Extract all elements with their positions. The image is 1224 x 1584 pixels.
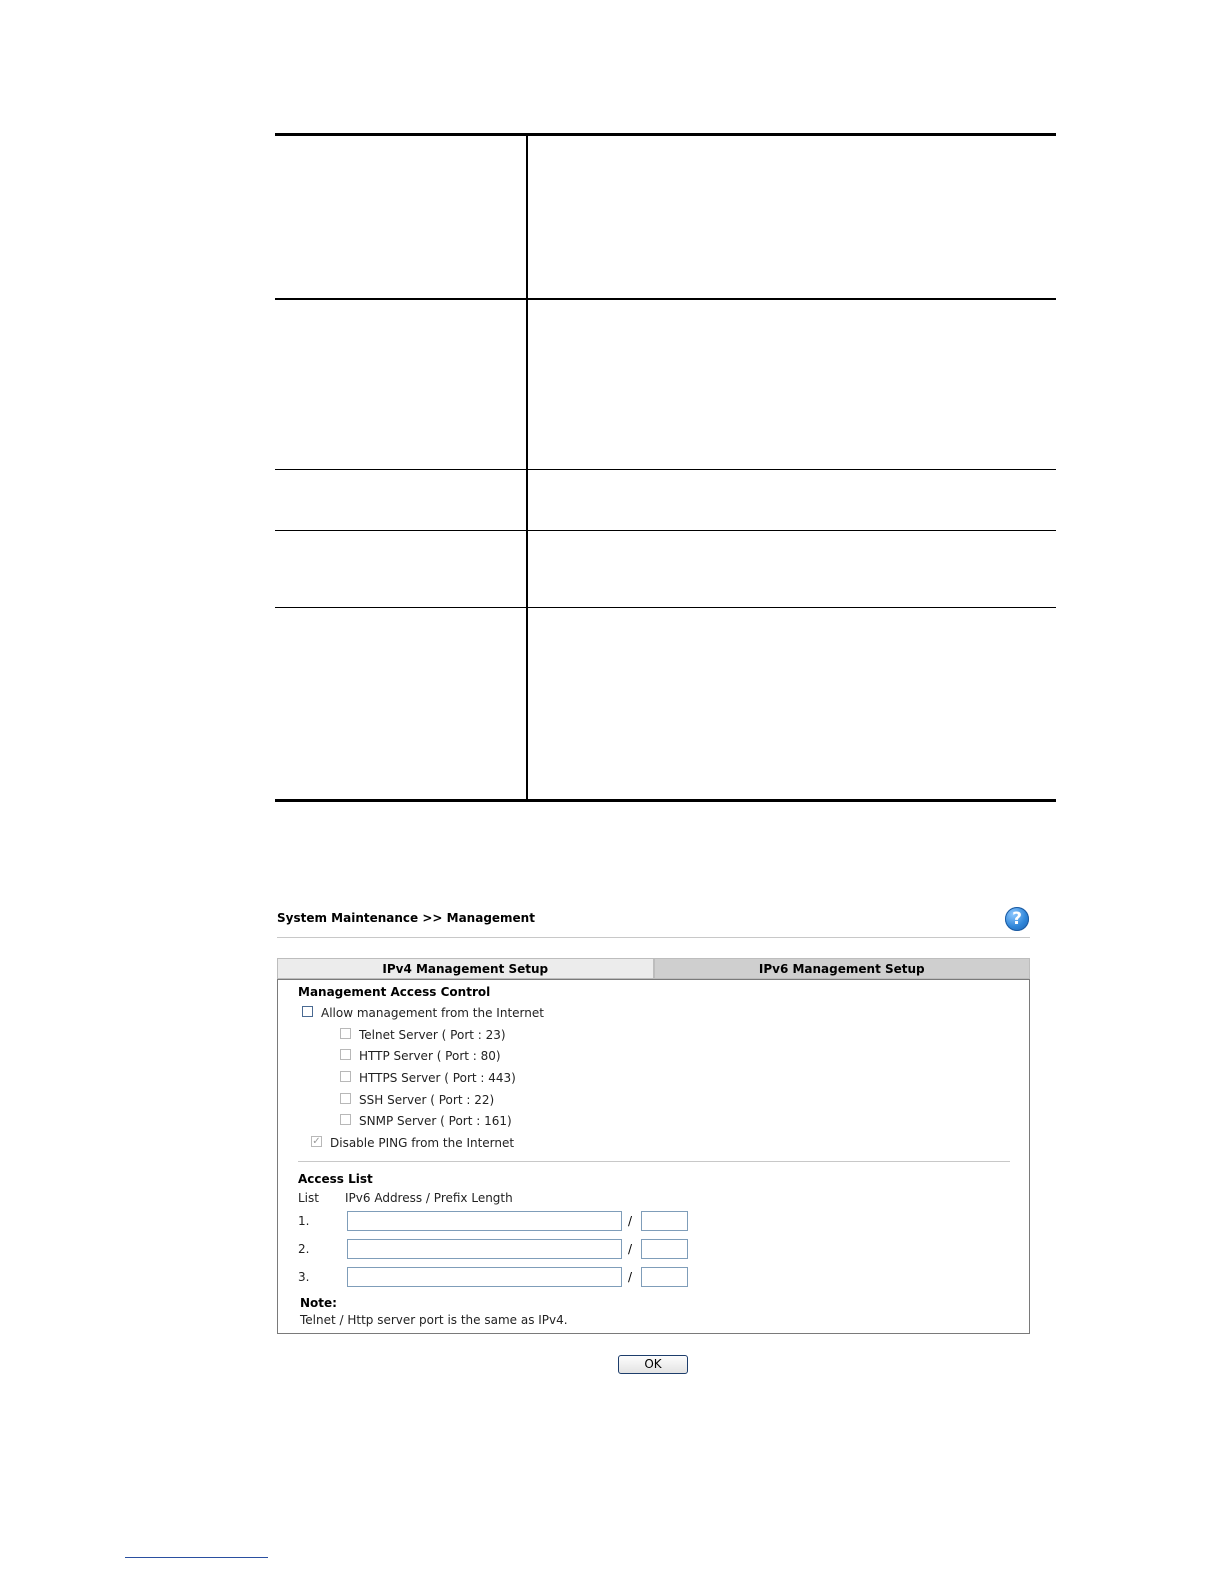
prefix-separator: / <box>628 1242 633 1256</box>
https-server-checkbox[interactable] <box>340 1071 351 1082</box>
disable-ping-checkbox[interactable]: ✓ <box>312 1136 321 1147</box>
tab-ipv6-management[interactable]: IPv6 Management Setup <box>654 958 1031 979</box>
access-list-title: Access List <box>298 1172 373 1186</box>
document-table <box>275 133 1056 802</box>
tab-ipv4-management[interactable]: IPv4 Management Setup <box>277 958 654 979</box>
help-icon[interactable]: ? <box>1005 907 1029 931</box>
http-server-checkbox[interactable] <box>340 1049 351 1060</box>
page-breadcrumb: System Maintenance >> Management <box>277 911 535 925</box>
table-row-divider <box>275 469 1056 470</box>
ipv6-address-input-2[interactable] <box>347 1239 622 1259</box>
telnet-server-label: Telnet Server ( Port : 23) <box>359 1028 506 1042</box>
snmp-server-label: SNMP Server ( Port : 161) <box>359 1114 512 1128</box>
note-text: Telnet / Http server port is the same as IPv4. <box>300 1313 568 1327</box>
title-divider <box>277 937 1030 938</box>
section-divider <box>298 1161 1010 1162</box>
note-title: Note: <box>300 1296 337 1310</box>
allow-internet-label: Allow management from the Internet <box>321 1006 544 1020</box>
table-column-divider <box>526 133 528 802</box>
https-server-label: HTTPS Server ( Port : 443) <box>359 1071 516 1085</box>
access-list-row-index: 2. <box>298 1242 310 1256</box>
ssh-server-checkbox[interactable] <box>340 1093 351 1104</box>
access-list-row-index: 1. <box>298 1214 310 1228</box>
ipv6-address-input-3[interactable] <box>347 1267 622 1287</box>
footnote-divider <box>125 1557 268 1558</box>
disable-ping-label: Disable PING from the Internet <box>330 1136 515 1150</box>
prefix-separator: / <box>628 1270 633 1284</box>
prefix-length-input-3[interactable] <box>641 1267 688 1287</box>
snmp-server-checkbox[interactable] <box>340 1114 351 1125</box>
access-list-col-list: List <box>298 1191 319 1205</box>
prefix-length-input-2[interactable] <box>641 1239 688 1259</box>
allow-internet-checkbox[interactable] <box>302 1006 313 1017</box>
prefix-separator: / <box>628 1214 633 1228</box>
telnet-server-checkbox[interactable] <box>340 1028 351 1039</box>
table-top-border <box>275 133 1056 136</box>
ipv6-address-input-1[interactable] <box>347 1211 622 1231</box>
prefix-length-input-1[interactable] <box>641 1211 688 1231</box>
table-bottom-border <box>275 799 1056 802</box>
access-list-col-address: IPv6 Address / Prefix Length <box>345 1191 513 1205</box>
access-list-row-index: 3. <box>298 1270 310 1284</box>
http-server-label: HTTP Server ( Port : 80) <box>359 1049 501 1063</box>
ssh-server-label: SSH Server ( Port : 22) <box>359 1093 495 1107</box>
table-row-divider <box>275 530 1056 531</box>
table-row-divider <box>275 607 1056 608</box>
table-row-divider <box>275 298 1056 300</box>
management-access-control-title: Management Access Control <box>298 985 491 999</box>
ok-button[interactable]: OK <box>618 1355 688 1374</box>
tab-bar <box>277 958 1030 979</box>
